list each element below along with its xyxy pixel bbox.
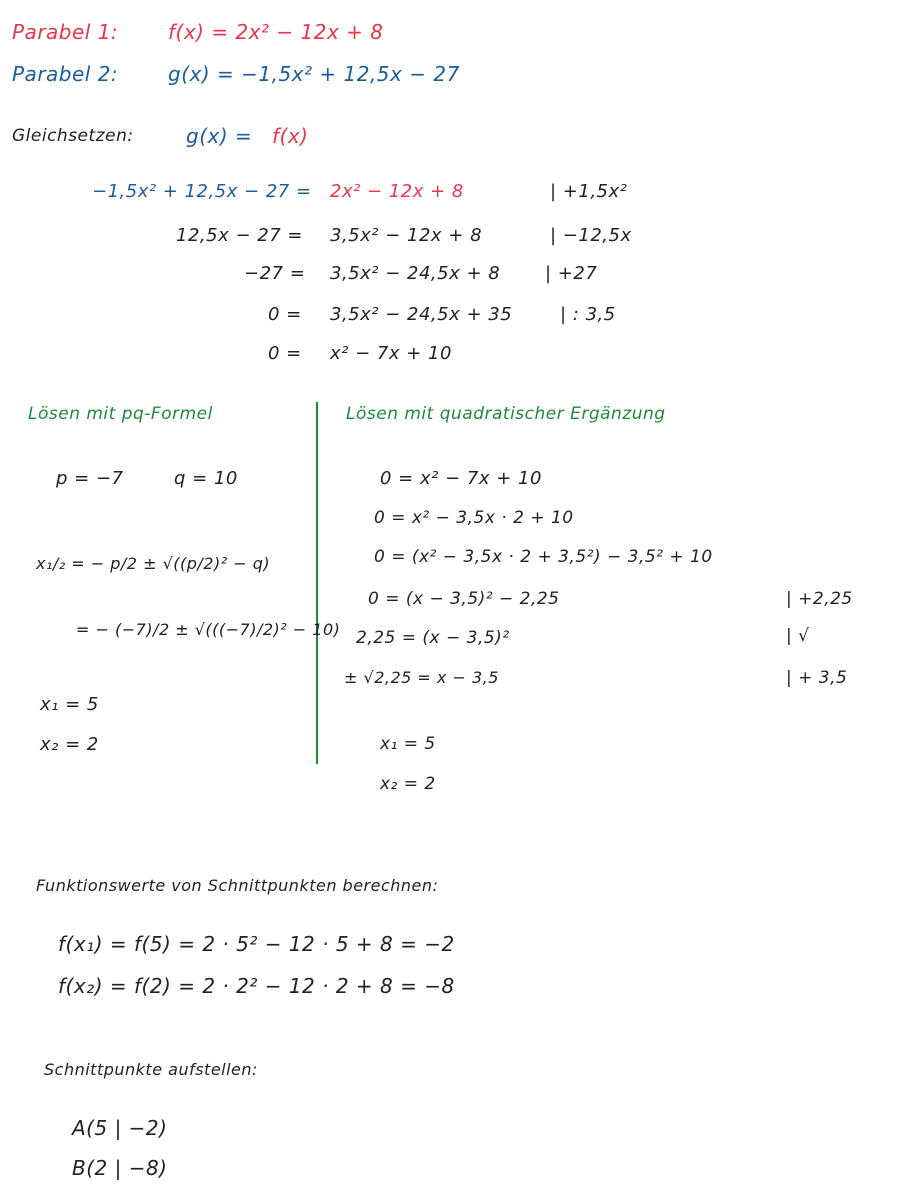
pq-x1: x₁ = 5 [40, 694, 99, 715]
gleichsetzen-label: Gleichsetzen: [12, 126, 134, 146]
step-5-rhs: x² − 7x + 10 [330, 343, 452, 364]
pq-p: p = −7 [56, 468, 124, 489]
step-5-lhs: 0 = [268, 343, 302, 364]
step-1-op: | +1,5x² [550, 181, 628, 202]
fw-label: Funktionswerte von Schnittpunkten berechnen: [36, 876, 439, 895]
gleichsetzen-rhs: f(x) [272, 124, 309, 148]
fw-line-2: f(x₂) = f(2) = 2 · 2² − 12 · 2 + 8 = −8 [58, 974, 455, 998]
step-4-op: | : 3,5 [560, 304, 616, 325]
point-b: B(2 | −8) [72, 1156, 168, 1180]
fw-line-1: f(x₁) = f(5) = 2 · 5² − 12 · 5 + 8 = −2 [58, 932, 455, 956]
pq-title: Lösen mit pq-Formel [28, 404, 213, 424]
pq-q: q = 10 [174, 468, 238, 489]
qe-line-4-op: | +2,25 [786, 589, 853, 609]
column-divider [316, 402, 318, 764]
parabel-2-label: Parabel 2: [12, 62, 119, 86]
step-1-lhs: −1,5x² + 12,5x − 27 = [92, 181, 312, 202]
qe-line-5-op: | √ [786, 626, 810, 646]
pq-x2: x₂ = 2 [40, 734, 99, 755]
qe-x1: x₁ = 5 [380, 734, 436, 754]
step-1-rhs: 2x² − 12x + 8 [330, 181, 464, 202]
qe-title: Lösen mit quadratischer Ergänzung [346, 404, 666, 424]
step-3-op: | +27 [545, 263, 598, 284]
qe-line-2: 0 = x² − 3,5x · 2 + 10 [374, 508, 574, 528]
qe-line-6: ± √2,25 = x − 3,5 [344, 668, 499, 687]
sp-label: Schnittpunkte aufstellen: [44, 1060, 258, 1079]
step-2-op: | −12,5x [550, 225, 632, 246]
step-4-rhs: 3,5x² − 24,5x + 35 [330, 304, 513, 325]
qe-line-3: 0 = (x² − 3,5x · 2 + 3,5²) − 3,5² + 10 [374, 547, 713, 567]
pq-substitution: = − (−7)/2 ± √(((−7)/2)² − 10) [76, 620, 341, 639]
qe-line-1: 0 = x² − 7x + 10 [380, 468, 542, 489]
step-4-lhs: 0 = [268, 304, 302, 325]
qe-x2: x₂ = 2 [380, 774, 436, 794]
point-a: A(5 | −2) [72, 1116, 168, 1140]
parabel-1-label: Parabel 1: [12, 20, 119, 44]
step-2-lhs: 12,5x − 27 = [176, 225, 303, 246]
step-3-lhs: −27 = [244, 263, 306, 284]
qe-line-4: 0 = (x − 3,5)² − 2,25 [368, 589, 560, 609]
qe-line-6-op: | + 3,5 [786, 668, 848, 688]
step-3-rhs: 3,5x² − 24,5x + 8 [330, 263, 501, 284]
gleichsetzen-lhs: g(x) = [186, 124, 253, 148]
step-2-rhs: 3,5x² − 12x + 8 [330, 225, 483, 246]
parabel-2-equation: g(x) = −1,5x² + 12,5x − 27 [168, 62, 460, 86]
pq-formula: x₁/₂ = − p/2 ± √((p/2)² − q) [36, 554, 271, 573]
parabel-1-equation: f(x) = 2x² − 12x + 8 [168, 20, 384, 44]
qe-line-5: 2,25 = (x − 3,5)² [356, 628, 510, 648]
